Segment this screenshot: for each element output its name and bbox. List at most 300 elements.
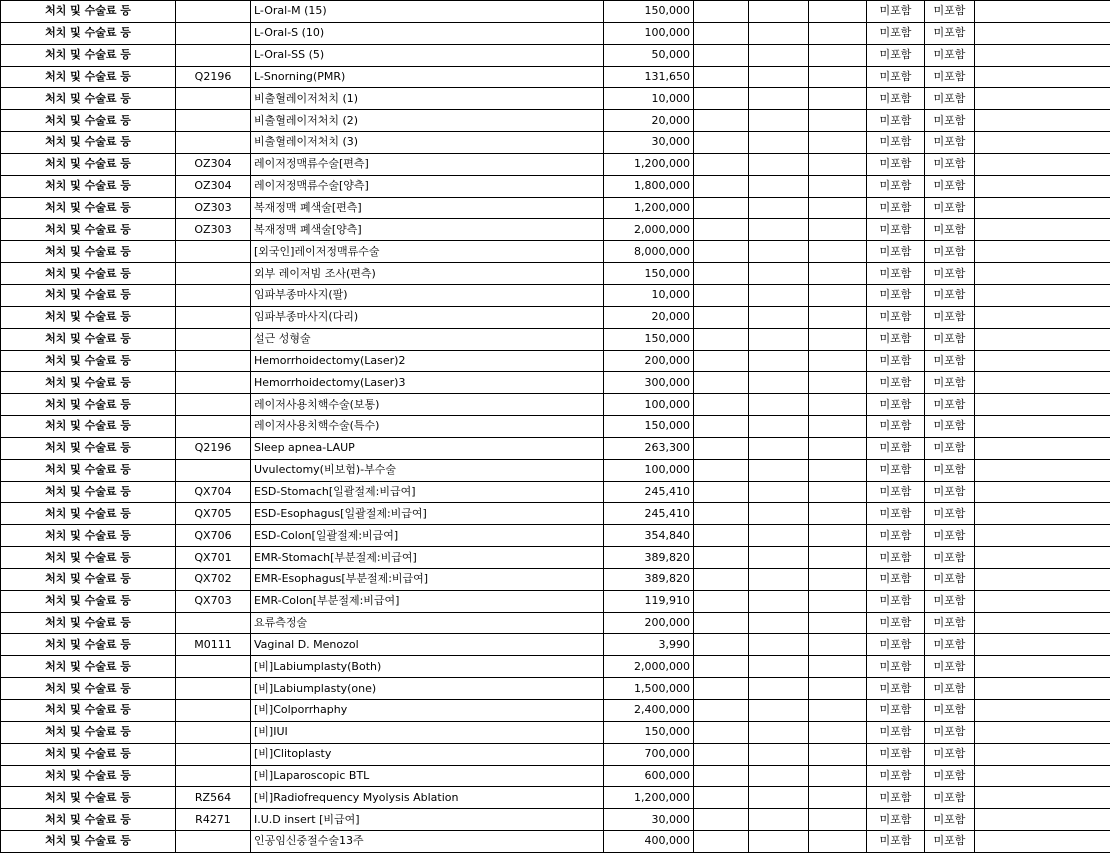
table-row: [1, 132, 1110, 154]
inclusion-cell: 미포함: [867, 809, 925, 831]
inclusion-cell: 미포함: [867, 132, 925, 154]
empty-cell: [975, 700, 1110, 722]
inclusion-cell: 미포함: [925, 437, 975, 459]
inclusion-cell: 미포함: [925, 110, 975, 132]
code-cell: QX704: [176, 481, 251, 503]
empty-cell: [694, 350, 749, 372]
price-cell: 150,000: [604, 328, 694, 350]
item-name-cell: Vaginal D. Menozol: [251, 634, 604, 656]
empty-cell: [749, 765, 809, 787]
empty-cell: [749, 481, 809, 503]
empty-cell: [694, 416, 749, 438]
empty-cell: [749, 700, 809, 722]
price-cell: 389,820: [604, 568, 694, 590]
empty-cell: [809, 132, 867, 154]
empty-cell: [694, 831, 749, 853]
inclusion-cell: 미포함: [867, 568, 925, 590]
category-cell: 처치 및 수술료 등: [1, 590, 176, 612]
category-cell: 처치 및 수술료 등: [1, 743, 176, 765]
inclusion-cell: 미포함: [925, 175, 975, 197]
category-cell: 처치 및 수술료 등: [1, 437, 176, 459]
empty-cell: [694, 437, 749, 459]
empty-cell: [975, 153, 1110, 175]
category-cell: 처치 및 수술료 등: [1, 765, 176, 787]
category-cell: 처치 및 수술료 등: [1, 44, 176, 66]
category-cell: 처치 및 수술료 등: [1, 328, 176, 350]
empty-cell: [809, 110, 867, 132]
category-cell: 처치 및 수술료 등: [1, 66, 176, 88]
category-cell: 처치 및 수술료 등: [1, 809, 176, 831]
item-name-cell: 비출혈레이저처치 (1): [251, 88, 604, 110]
empty-cell: [975, 481, 1110, 503]
empty-cell: [694, 700, 749, 722]
empty-cell: [694, 22, 749, 44]
empty-cell: [975, 503, 1110, 525]
empty-cell: [749, 568, 809, 590]
empty-cell: [975, 416, 1110, 438]
empty-cell: [749, 44, 809, 66]
empty-cell: [975, 110, 1110, 132]
empty-cell: [975, 350, 1110, 372]
empty-cell: [749, 503, 809, 525]
table-row: [1, 437, 1110, 459]
empty-cell: [749, 263, 809, 285]
empty-cell: [809, 437, 867, 459]
inclusion-cell: 미포함: [867, 306, 925, 328]
code-cell: M0111: [176, 634, 251, 656]
category-cell: 처치 및 수술료 등: [1, 481, 176, 503]
table-row: [1, 656, 1110, 678]
empty-cell: [694, 612, 749, 634]
category-cell: 처치 및 수술료 등: [1, 22, 176, 44]
category-cell: 처치 및 수술료 등: [1, 153, 176, 175]
item-name-cell: I.U.D insert [비급여]: [251, 809, 604, 831]
empty-cell: [694, 678, 749, 700]
inclusion-cell: 미포함: [925, 743, 975, 765]
code-cell: [176, 1, 251, 23]
item-name-cell: Hemorrhoidectomy(Laser)3: [251, 372, 604, 394]
empty-cell: [694, 503, 749, 525]
inclusion-cell: 미포함: [925, 350, 975, 372]
empty-cell: [694, 110, 749, 132]
price-cell: 300,000: [604, 372, 694, 394]
code-cell: RZ564: [176, 787, 251, 809]
empty-cell: [749, 612, 809, 634]
item-name-cell: [비]Colporrhaphy: [251, 700, 604, 722]
item-name-cell: 레이저정맥류수술[양측]: [251, 175, 604, 197]
price-cell: 30,000: [604, 809, 694, 831]
table-row: [1, 263, 1110, 285]
inclusion-cell: 미포함: [925, 22, 975, 44]
price-cell: 245,410: [604, 503, 694, 525]
item-name-cell: Hemorrhoidectomy(Laser)2: [251, 350, 604, 372]
item-name-cell: 설근 성형술: [251, 328, 604, 350]
inclusion-cell: 미포함: [925, 284, 975, 306]
table-row: [1, 44, 1110, 66]
inclusion-cell: 미포함: [925, 721, 975, 743]
table-row: [1, 284, 1110, 306]
empty-cell: [975, 590, 1110, 612]
code-cell: [176, 88, 251, 110]
table-row: [1, 175, 1110, 197]
empty-cell: [809, 66, 867, 88]
empty-cell: [694, 263, 749, 285]
empty-cell: [809, 787, 867, 809]
empty-cell: [694, 547, 749, 569]
code-cell: [176, 765, 251, 787]
empty-cell: [809, 22, 867, 44]
empty-cell: [809, 328, 867, 350]
price-cell: 8,000,000: [604, 241, 694, 263]
category-cell: 처치 및 수술료 등: [1, 394, 176, 416]
table-row: [1, 678, 1110, 700]
empty-cell: [809, 547, 867, 569]
empty-cell: [749, 284, 809, 306]
price-cell: 354,840: [604, 525, 694, 547]
code-cell: [176, 831, 251, 853]
empty-cell: [749, 656, 809, 678]
empty-cell: [975, 394, 1110, 416]
empty-cell: [809, 525, 867, 547]
price-cell: 700,000: [604, 743, 694, 765]
price-cell: 119,910: [604, 590, 694, 612]
inclusion-cell: 미포함: [867, 459, 925, 481]
item-name-cell: [비]Labiumplasty(Both): [251, 656, 604, 678]
item-name-cell: [비]IUI: [251, 721, 604, 743]
category-cell: 처치 및 수술료 등: [1, 284, 176, 306]
category-cell: 처치 및 수술료 등: [1, 372, 176, 394]
empty-cell: [749, 153, 809, 175]
table-row: [1, 590, 1110, 612]
empty-cell: [809, 743, 867, 765]
table-row: [1, 88, 1110, 110]
empty-cell: [694, 787, 749, 809]
item-name-cell: EMR-Colon[부분절제:비급여]: [251, 590, 604, 612]
empty-cell: [975, 1, 1110, 23]
inclusion-cell: 미포함: [867, 437, 925, 459]
table-row: [1, 372, 1110, 394]
code-cell: [176, 132, 251, 154]
item-name-cell: [비]Radiofrequency Myolysis Ablation: [251, 787, 604, 809]
inclusion-cell: 미포함: [925, 241, 975, 263]
item-name-cell: 레이저정맥류수술[편측]: [251, 153, 604, 175]
inclusion-cell: 미포함: [925, 503, 975, 525]
category-cell: 처치 및 수술료 등: [1, 525, 176, 547]
category-cell: 처치 및 수술료 등: [1, 110, 176, 132]
table-row: [1, 219, 1110, 241]
inclusion-cell: 미포함: [867, 175, 925, 197]
price-cell: 2,400,000: [604, 700, 694, 722]
inclusion-cell: 미포함: [925, 44, 975, 66]
empty-cell: [809, 241, 867, 263]
price-cell: 131,650: [604, 66, 694, 88]
inclusion-cell: 미포함: [867, 372, 925, 394]
inclusion-cell: 미포함: [867, 831, 925, 853]
item-name-cell: 임파부종마사지(팔): [251, 284, 604, 306]
inclusion-cell: 미포함: [925, 765, 975, 787]
code-cell: [176, 394, 251, 416]
category-cell: 처치 및 수술료 등: [1, 416, 176, 438]
price-cell: 20,000: [604, 306, 694, 328]
inclusion-cell: 미포함: [867, 612, 925, 634]
item-name-cell: 복재정맥 폐색술[양측]: [251, 219, 604, 241]
category-cell: 처치 및 수술료 등: [1, 678, 176, 700]
code-cell: QX703: [176, 590, 251, 612]
inclusion-cell: 미포함: [867, 721, 925, 743]
empty-cell: [749, 306, 809, 328]
price-cell: 1,200,000: [604, 197, 694, 219]
inclusion-cell: 미포함: [867, 547, 925, 569]
inclusion-cell: 미포함: [925, 831, 975, 853]
empty-cell: [809, 503, 867, 525]
price-cell: 20,000: [604, 110, 694, 132]
category-cell: 처치 및 수술료 등: [1, 175, 176, 197]
empty-cell: [694, 306, 749, 328]
empty-cell: [809, 416, 867, 438]
price-cell: 150,000: [604, 416, 694, 438]
empty-cell: [809, 44, 867, 66]
inclusion-cell: 미포함: [867, 219, 925, 241]
empty-cell: [694, 219, 749, 241]
empty-cell: [809, 700, 867, 722]
code-cell: [176, 743, 251, 765]
empty-cell: [975, 219, 1110, 241]
price-cell: 600,000: [604, 765, 694, 787]
empty-cell: [975, 437, 1110, 459]
code-cell: [176, 459, 251, 481]
table-row: [1, 328, 1110, 350]
empty-cell: [694, 568, 749, 590]
inclusion-cell: 미포함: [867, 394, 925, 416]
empty-cell: [809, 219, 867, 241]
empty-cell: [809, 459, 867, 481]
table-row: [1, 306, 1110, 328]
code-cell: [176, 416, 251, 438]
item-name-cell: EMR-Esophagus[부분절제:비급여]: [251, 568, 604, 590]
empty-cell: [975, 787, 1110, 809]
price-cell: 245,410: [604, 481, 694, 503]
price-cell: 2,000,000: [604, 656, 694, 678]
category-cell: 처치 및 수술료 등: [1, 197, 176, 219]
inclusion-cell: 미포함: [925, 306, 975, 328]
empty-cell: [975, 568, 1110, 590]
inclusion-cell: 미포함: [867, 525, 925, 547]
code-cell: QX705: [176, 503, 251, 525]
inclusion-cell: 미포함: [925, 372, 975, 394]
code-cell: [176, 350, 251, 372]
table-row: [1, 743, 1110, 765]
empty-cell: [809, 721, 867, 743]
inclusion-cell: 미포함: [867, 416, 925, 438]
empty-cell: [749, 1, 809, 23]
code-cell: [176, 612, 251, 634]
empty-cell: [809, 197, 867, 219]
empty-cell: [694, 284, 749, 306]
empty-cell: [975, 809, 1110, 831]
code-cell: Q2196: [176, 437, 251, 459]
empty-cell: [975, 743, 1110, 765]
table-row: [1, 110, 1110, 132]
empty-cell: [975, 678, 1110, 700]
empty-cell: [809, 1, 867, 23]
inclusion-cell: 미포함: [925, 263, 975, 285]
inclusion-cell: 미포함: [925, 678, 975, 700]
empty-cell: [694, 1, 749, 23]
inclusion-cell: 미포함: [867, 503, 925, 525]
inclusion-cell: 미포함: [867, 765, 925, 787]
item-name-cell: 외부 레이저빔 조사(편측): [251, 263, 604, 285]
empty-cell: [975, 328, 1110, 350]
price-cell: 30,000: [604, 132, 694, 154]
empty-cell: [809, 612, 867, 634]
inclusion-cell: 미포함: [925, 328, 975, 350]
empty-cell: [694, 481, 749, 503]
price-cell: 150,000: [604, 721, 694, 743]
item-name-cell: [외국인]레이저정맥류수술: [251, 241, 604, 263]
inclusion-cell: 미포함: [925, 525, 975, 547]
empty-cell: [694, 153, 749, 175]
inclusion-cell: 미포함: [925, 612, 975, 634]
empty-cell: [749, 66, 809, 88]
empty-cell: [749, 219, 809, 241]
inclusion-cell: 미포함: [925, 459, 975, 481]
category-cell: 처치 및 수술료 등: [1, 1, 176, 23]
empty-cell: [975, 372, 1110, 394]
category-cell: 처치 및 수술료 등: [1, 503, 176, 525]
item-name-cell: 복재정맥 폐색술[편측]: [251, 197, 604, 219]
empty-cell: [749, 459, 809, 481]
item-name-cell: 임파부종마사지(다리): [251, 306, 604, 328]
price-cell: 50,000: [604, 44, 694, 66]
table-row: [1, 153, 1110, 175]
empty-cell: [975, 547, 1110, 569]
empty-cell: [975, 765, 1110, 787]
empty-cell: [809, 481, 867, 503]
code-cell: [176, 328, 251, 350]
item-name-cell: [비]Labiumplasty(one): [251, 678, 604, 700]
item-name-cell: ESD-Stomach[일괄절제:비급여]: [251, 481, 604, 503]
code-cell: Q2196: [176, 66, 251, 88]
inclusion-cell: 미포함: [925, 656, 975, 678]
empty-cell: [809, 678, 867, 700]
item-name-cell: L-Oral-S (10): [251, 22, 604, 44]
code-cell: [176, 656, 251, 678]
empty-cell: [975, 459, 1110, 481]
empty-cell: [975, 263, 1110, 285]
inclusion-cell: 미포함: [925, 132, 975, 154]
inclusion-cell: 미포함: [867, 263, 925, 285]
empty-cell: [975, 831, 1110, 853]
code-cell: [176, 306, 251, 328]
inclusion-cell: 미포함: [867, 66, 925, 88]
empty-cell: [809, 88, 867, 110]
inclusion-cell: 미포함: [867, 110, 925, 132]
empty-cell: [749, 634, 809, 656]
table-row: [1, 459, 1110, 481]
empty-cell: [975, 197, 1110, 219]
inclusion-cell: 미포함: [925, 590, 975, 612]
category-cell: 처치 및 수술료 등: [1, 547, 176, 569]
empty-cell: [749, 416, 809, 438]
item-name-cell: ESD-Colon[일괄절제:비급여]: [251, 525, 604, 547]
item-name-cell: EMR-Stomach[부분절제:비급여]: [251, 547, 604, 569]
price-cell: 100,000: [604, 459, 694, 481]
inclusion-cell: 미포함: [925, 394, 975, 416]
empty-cell: [694, 765, 749, 787]
code-cell: OZ303: [176, 197, 251, 219]
code-cell: [176, 263, 251, 285]
table-row: [1, 416, 1110, 438]
price-cell: 389,820: [604, 547, 694, 569]
category-cell: 처치 및 수술료 등: [1, 700, 176, 722]
item-name-cell: 비출혈레이저처치 (2): [251, 110, 604, 132]
empty-cell: [694, 721, 749, 743]
empty-cell: [809, 263, 867, 285]
inclusion-cell: 미포함: [867, 787, 925, 809]
empty-cell: [975, 66, 1110, 88]
empty-cell: [694, 656, 749, 678]
table-row: [1, 197, 1110, 219]
inclusion-cell: 미포함: [925, 153, 975, 175]
empty-cell: [694, 66, 749, 88]
inclusion-cell: 미포함: [925, 634, 975, 656]
code-cell: OZ304: [176, 153, 251, 175]
empty-cell: [749, 241, 809, 263]
empty-cell: [749, 350, 809, 372]
table-row: [1, 481, 1110, 503]
table-row: [1, 787, 1110, 809]
inclusion-cell: 미포함: [867, 656, 925, 678]
table-row: [1, 503, 1110, 525]
empty-cell: [749, 175, 809, 197]
price-cell: 10,000: [604, 284, 694, 306]
price-cell: 1,200,000: [604, 787, 694, 809]
category-cell: 처치 및 수술료 등: [1, 350, 176, 372]
empty-cell: [749, 809, 809, 831]
empty-cell: [694, 241, 749, 263]
empty-cell: [975, 656, 1110, 678]
table-row: [1, 350, 1110, 372]
empty-cell: [694, 590, 749, 612]
inclusion-cell: 미포함: [867, 22, 925, 44]
table-row: [1, 22, 1110, 44]
empty-cell: [809, 284, 867, 306]
empty-cell: [975, 44, 1110, 66]
inclusion-cell: 미포함: [925, 197, 975, 219]
price-cell: 1,200,000: [604, 153, 694, 175]
empty-cell: [749, 437, 809, 459]
inclusion-cell: 미포함: [925, 66, 975, 88]
empty-cell: [694, 394, 749, 416]
code-cell: [176, 678, 251, 700]
inclusion-cell: 미포함: [867, 284, 925, 306]
empty-cell: [809, 634, 867, 656]
inclusion-cell: 미포함: [925, 481, 975, 503]
code-cell: [176, 284, 251, 306]
table-row: [1, 66, 1110, 88]
empty-cell: [749, 197, 809, 219]
empty-cell: [694, 743, 749, 765]
inclusion-cell: 미포함: [867, 153, 925, 175]
empty-cell: [749, 787, 809, 809]
price-cell: 1,800,000: [604, 175, 694, 197]
category-cell: 처치 및 수술료 등: [1, 241, 176, 263]
item-name-cell: 비출혈레이저처치 (3): [251, 132, 604, 154]
table-row: [1, 1, 1110, 23]
price-cell: 3,990: [604, 634, 694, 656]
empty-cell: [749, 831, 809, 853]
code-cell: OZ303: [176, 219, 251, 241]
